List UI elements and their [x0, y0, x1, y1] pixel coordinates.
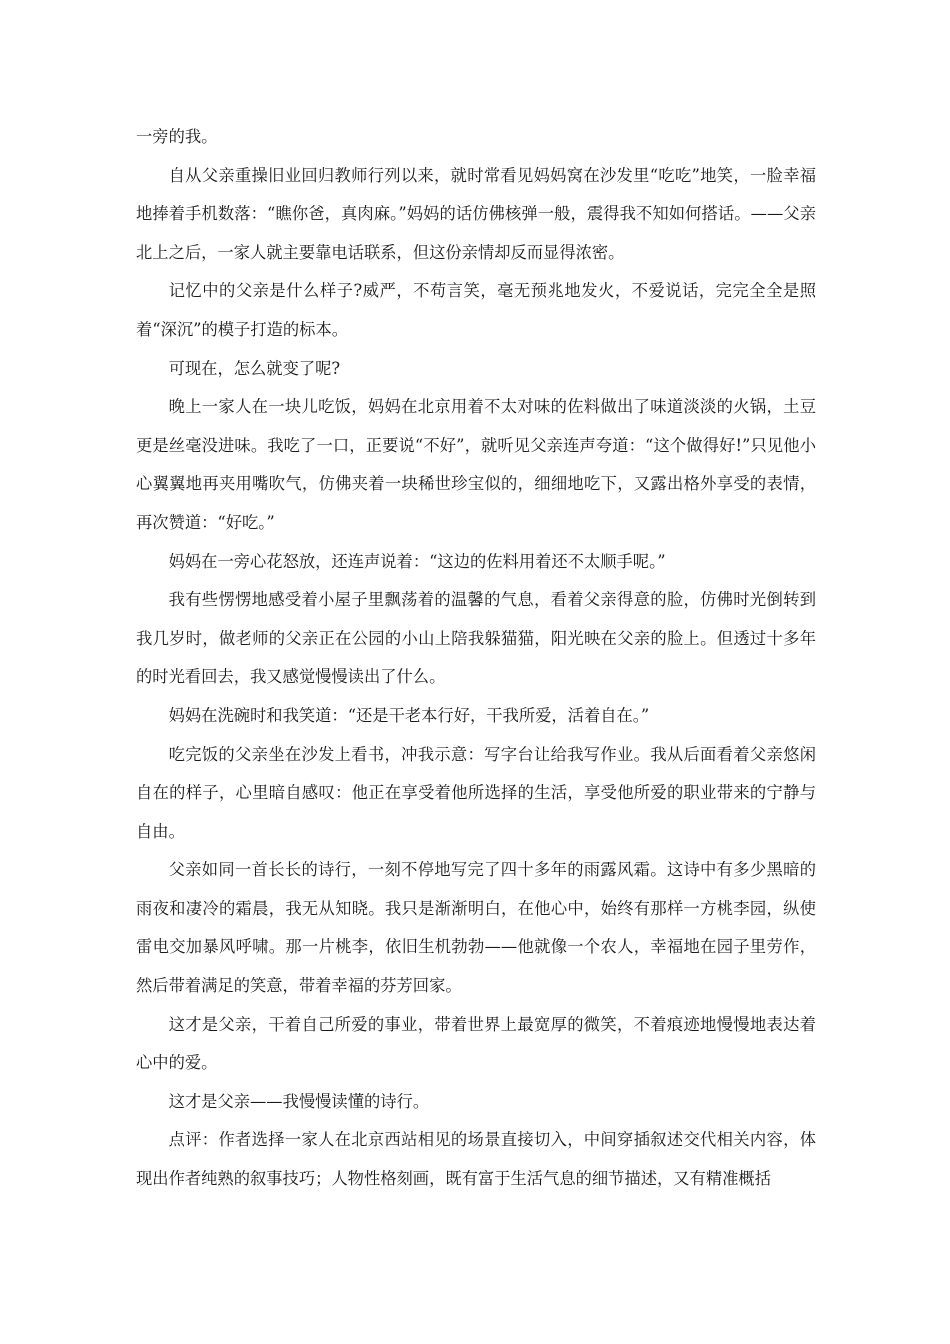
- paragraph-commentary: 点评：作者选择一家人在北京西站相见的场景直接切入，中间穿插叙述交代相关内容，体现出作者纯熟的叙事技巧；人物性格刻画，既有富于生活气息的细节描述，又有精准概括: [136, 1130, 816, 1189]
- paragraph-warm-atmosphere: 我有些愣愣地感受着小屋子里飘荡着的温馨的气息，看着父亲得意的脸，仿佛时光倒转到我几岁时，做老师的父亲正在公园的小山上陪我躲猫猫，阳光映在父亲的脸上。但透过十多年的时光看回去，我又感觉慢慢读出了什么。: [136, 590, 816, 687]
- paragraph-mother-laughs: 自从父亲重操旧业回归教师行列以来，就时常看见妈妈窝在沙发里“吃吃”地笑，一脸幸福地捧着手机数落：“瞧你爸，真肉麻。”妈妈的话仿佛核弹一般，震得我不知如何搭话。——父亲北上之后，一家人就主要靠电话联系，但这份亲情却反而显得浓密。: [136, 165, 816, 262]
- paragraph-conclusion: 这才是父亲——我慢慢读懂的诗行。: [168, 1091, 430, 1111]
- paragraph-question: 可现在，怎么就变了呢?: [168, 358, 341, 378]
- paragraph-this-is-father: 这才是父亲，干着自己所爱的事业，带着世界上最宽厚的微笑，不着痕迹地慢慢地表达着心中的爱。: [136, 1014, 816, 1073]
- paragraph-memory-of-father: 记忆中的父亲是什么样子?威严，不苟言笑，毫无预兆地发火，不爱说话，完完全全是照着“深沉”的模子打造的标本。: [136, 281, 816, 339]
- paragraph-father-reading: 吃完饭的父亲坐在沙发上看书，冲我示意：写字台让给我写作业。我从后面看着父亲悠闲自在的样子，心里暗自感叹：他正在享受着他所选择的生活，享受他所爱的职业带来的宁静与自由。: [136, 744, 816, 841]
- paragraph-poem-metaphor: 父亲如同一首长长的诗行，一刻不停地写完了四十多年的雨露风霜。这诗中有多少黑暗的雨夜和凄冷的霜晨，我无从知晓。我只是渐渐明白，在他心中，始终有那样一方桃李园，纵使雷电交加暴风呼啸。那一片桃李，依旧生机勃勃——他就像一个农人，幸福地在园子里劳作，然后带着满足的笑意，带着幸福的芬芳回家。: [136, 860, 816, 996]
- document-page: [136, 118, 816, 1199]
- paragraph-mother-reply: 妈妈在一旁心花怒放，还连声说着：“这边的佐料用着还不太顺手呢。”: [168, 551, 666, 571]
- paragraph-continuation: 一旁的我。: [136, 127, 218, 146]
- paragraph-dinner: 晚上一家人在一块儿吃饭，妈妈在北京用着不太对味的佐料做出了味道淡淡的火锅，土豆更是丝毫没进味。我吃了一口，正要说“不好”，就听见父亲连声夸道：“这个做得好!”只见他小心翼翼地再夹用嘴吹气，仿佛夹着一块稀世珍宝似的，细细地吃下，又露出格外享受的表情，再次赞道：“好吃。”: [136, 397, 816, 532]
- paragraph-washing-dishes: 妈妈在洗碗时和我笑道：“还是干老本行好，干我所爱，活着自在。”: [168, 705, 650, 725]
